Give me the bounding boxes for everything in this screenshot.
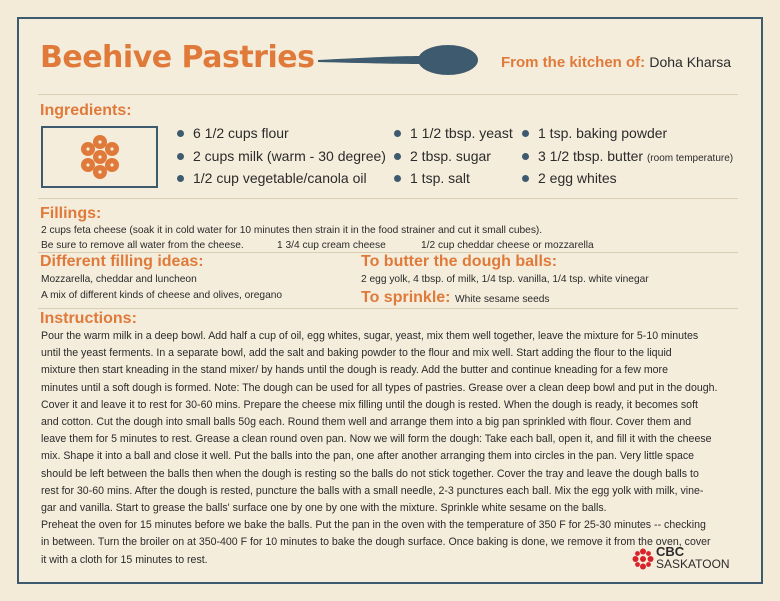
recipe-title: Beehive Pastries xyxy=(40,40,315,75)
fillings-line: 1 3/4 cup cream cheese xyxy=(277,240,386,251)
instruction-line: Preheat the oven for 15 minutes before we bake the balls. Put the pan in the oven with the temperature of 350 F for 25-30 minutes -- checking xyxy=(41,519,706,532)
fillings-line: 2 cups feta cheese (soak it in cold water for 10 minutes then strain it in the food strainer and cut it small cubes). xyxy=(41,225,543,236)
fillings-line: Be sure to remove all water from the cheese. xyxy=(41,240,244,251)
different-fillings-heading: Different filling ideas: xyxy=(40,253,204,270)
instruction-line: and cotton. Cut the dough into small balls 50g each. Round them well and arrange them into a big pan sprinkled with flour. Cover them and xyxy=(41,416,692,429)
cbc-gem-icon xyxy=(632,548,654,570)
instruction-line: Cover it and leave it to rest for 30-60 mins. Prepare the cheese mix filling until the dough is rested. When the dough is ready, it becomes soft xyxy=(41,398,698,411)
ingredient-item: 2 egg whites xyxy=(522,170,617,186)
sprinkle-row xyxy=(361,289,550,307)
instruction-line: gar and vanilla. Start to grease the balls' surface one by one by one with the mixture. Sprinkle white sesame on the balls. xyxy=(41,502,607,515)
ingredient-item: 6 1/2 cups flour xyxy=(177,125,289,141)
cbc-saskatoon-logo xyxy=(656,546,730,570)
ingredient-item: 2 tbsp. sugar xyxy=(394,148,491,164)
butter-note: (room temperature) xyxy=(646,153,734,164)
instruction-line: Pour the warm milk in a deep bowl. Add half a cup of oil, egg whites, sugar, yeast, mix them well together, leave the mixture for 5-10 minutes xyxy=(41,330,699,342)
ingredient-item: 3 1/2 tbsp. butter (room temperature) xyxy=(522,148,733,164)
instruction-line: leave them for 5 minutes to rest. Grease a clean round oven pan. Now we will form the dough: Take each ball, open it, and fill it with the cheese xyxy=(41,433,712,446)
pastry-image xyxy=(41,126,158,188)
butter-text: 2 egg yolk, 4 tbsp. of milk, 1/4 tsp. vanilla, 1/4 tsp. white vinegar xyxy=(361,274,649,285)
from-the-kitchen xyxy=(501,54,731,71)
ingredient-item: 1 tsp. baking powder xyxy=(522,125,667,141)
ingredient-item: 1 tsp. salt xyxy=(394,170,470,186)
instructions-body xyxy=(41,328,741,569)
divider xyxy=(38,308,738,309)
different-filling-line: Mozzarella, cheddar and luncheon xyxy=(41,274,197,285)
sprinkle-text: White sesame seeds xyxy=(454,294,550,305)
from-label: From the kitchen of: xyxy=(501,54,646,71)
instruction-line: should be left between the balls then when the dough is resting so the balls do not stick together. Cover the tray and leave the dough balls to xyxy=(41,467,699,480)
instruction-line: mix. Shape it into a ball and close it well. Put the balls into the pan, one after another arranging them into circles in the pan. Very little space xyxy=(41,450,695,463)
sprinkle-heading: To sprinkle: xyxy=(361,289,451,306)
divider xyxy=(38,94,738,95)
ingredient-item: 2 cups milk (warm - 30 degree) xyxy=(177,148,386,164)
butter-heading: To butter the dough balls: xyxy=(361,253,558,270)
ingredient-item: 1 1/2 tbsp. yeast xyxy=(394,125,513,141)
ingredients-heading: Ingredients: xyxy=(40,102,132,119)
logo-line: SASKATOON xyxy=(656,557,730,571)
cook-name: Doha Kharsa xyxy=(649,54,732,70)
spoon-icon xyxy=(318,44,478,80)
instruction-line: rest for 30-60 mins. After the dough is rested, puncture the balls with a small needle, 2-3 punctures each ball. Mix the egg yolk with milk, vine- xyxy=(41,484,704,497)
instruction-line: minutes until a soft dough is formed. Note: The dough can be used for all types of pastries. Grease over a clean deep bowl and put in the dough. xyxy=(41,381,718,394)
instructions-heading: Instructions: xyxy=(40,310,137,327)
instruction-line: it with a cloth for 15 minutes to rest. xyxy=(41,553,208,566)
beehive-pastry-icon xyxy=(43,128,156,186)
divider xyxy=(38,198,738,199)
instruction-line: mixture then start kneading in the stand mixer/ by hands until the dough is ready. Add the butter and continue kneading for a few more xyxy=(41,364,668,377)
logo-line: CBC xyxy=(656,544,685,559)
instruction-line: in between. Turn the broiler on at 350-400 F for 10 minutes to bake the dough surface. Once baking is done, we remove it from the oven, cover xyxy=(41,536,711,549)
different-filling-line: A mix of different kinds of cheese and olives, oregano xyxy=(41,290,283,301)
fillings-heading: Fillings: xyxy=(40,205,102,222)
fillings-line: 1/2 cup cheddar cheese or mozzarella xyxy=(421,240,594,251)
ingredient-item: 1/2 cup vegetable/canola oil xyxy=(177,170,367,186)
instruction-line: until the yeast ferments. In a separate bowl, add the salt and baking powder to the flour and mix well. Start adding the flour to the liquid xyxy=(41,347,672,360)
